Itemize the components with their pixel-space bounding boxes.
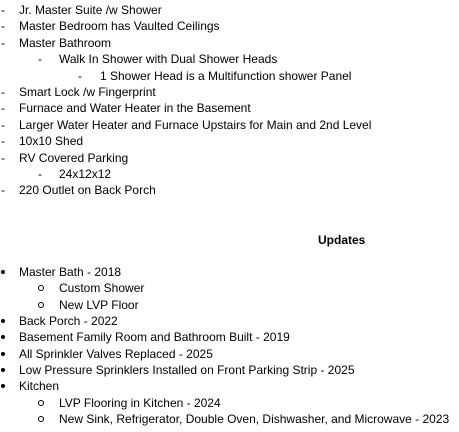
list-item-text: Larger Water Heater and Furnace Upstairs for Main and 2nd Level <box>19 118 372 132</box>
list-item-text: Low Pressure Sprinklers Installed on Front Parking Strip - 2025 <box>19 363 355 377</box>
list-item-text: LVP Flooring in Kitchen - 2024 <box>59 396 221 410</box>
bullet-dot-icon <box>1 335 5 339</box>
list-item-text: Kitchen <box>19 379 60 393</box>
dash-bullet: - <box>1 85 5 99</box>
dash-bullet: - <box>1 134 5 148</box>
bullet-dot-icon <box>1 368 5 372</box>
bullet-dot-icon <box>1 270 5 274</box>
bullet-circle-icon <box>38 302 44 308</box>
list-item-text: Back Porch - 2022 <box>19 314 118 328</box>
list-item-text: New Sink, Refrigerator, Double Oven, Dishwasher, and Microwave - 2023 <box>59 412 450 426</box>
list-item-text: Basement Family Room and Bathroom Built - 2019 <box>19 330 290 344</box>
list-item-text: Master Bath - 2018 <box>19 265 122 279</box>
list-item-text: New LVP Floor <box>59 298 139 312</box>
list-item-text: RV Covered Parking <box>19 151 129 165</box>
dash-bullet: - <box>1 101 5 115</box>
list-item-text: Jr. Master Suite /w Shower <box>19 3 162 17</box>
dash-bullet: - <box>38 167 42 181</box>
list-item-text: Master Bathroom <box>19 36 112 50</box>
dash-bullet: - <box>1 3 5 17</box>
dash-bullet: - <box>38 52 42 66</box>
list-item-text: Walk In Shower with Dual Shower Heads <box>59 52 278 66</box>
dash-bullet: - <box>1 183 5 197</box>
dash-bullet: - <box>1 151 5 165</box>
bullet-circle-icon <box>38 285 44 291</box>
list-item-text: 10x10 Shed <box>19 134 84 148</box>
updates-heading: Updates <box>318 233 366 247</box>
list-item-text: Smart Lock /w Fingerprint <box>19 85 156 99</box>
bullet-circle-icon <box>38 416 44 422</box>
dash-bullet: - <box>78 69 82 83</box>
dash-bullet: - <box>1 19 5 33</box>
list-item-text: Furnace and Water Heater in the Basement <box>19 101 251 115</box>
list-item-text: All Sprinkler Valves Replaced - 2025 <box>19 347 213 361</box>
list-item-text: Custom Shower <box>59 281 145 295</box>
dash-bullet: - <box>1 118 5 132</box>
dash-bullet: - <box>1 36 5 50</box>
list-item-text: 1 Shower Head is a Multifunction shower Panel <box>100 69 352 83</box>
bullet-circle-icon <box>38 400 44 406</box>
list-item-text: 24x12x12 <box>59 167 112 181</box>
section-heading <box>0 232 459 248</box>
list-item-text: Master Bedroom has Vaulted Ceilings <box>19 19 220 33</box>
list-item-text: 220 Outlet on Back Porch <box>19 183 156 197</box>
bullet-dot-icon <box>1 352 5 356</box>
bullet-dot-icon <box>1 384 5 388</box>
bullet-dot-icon <box>1 319 5 323</box>
